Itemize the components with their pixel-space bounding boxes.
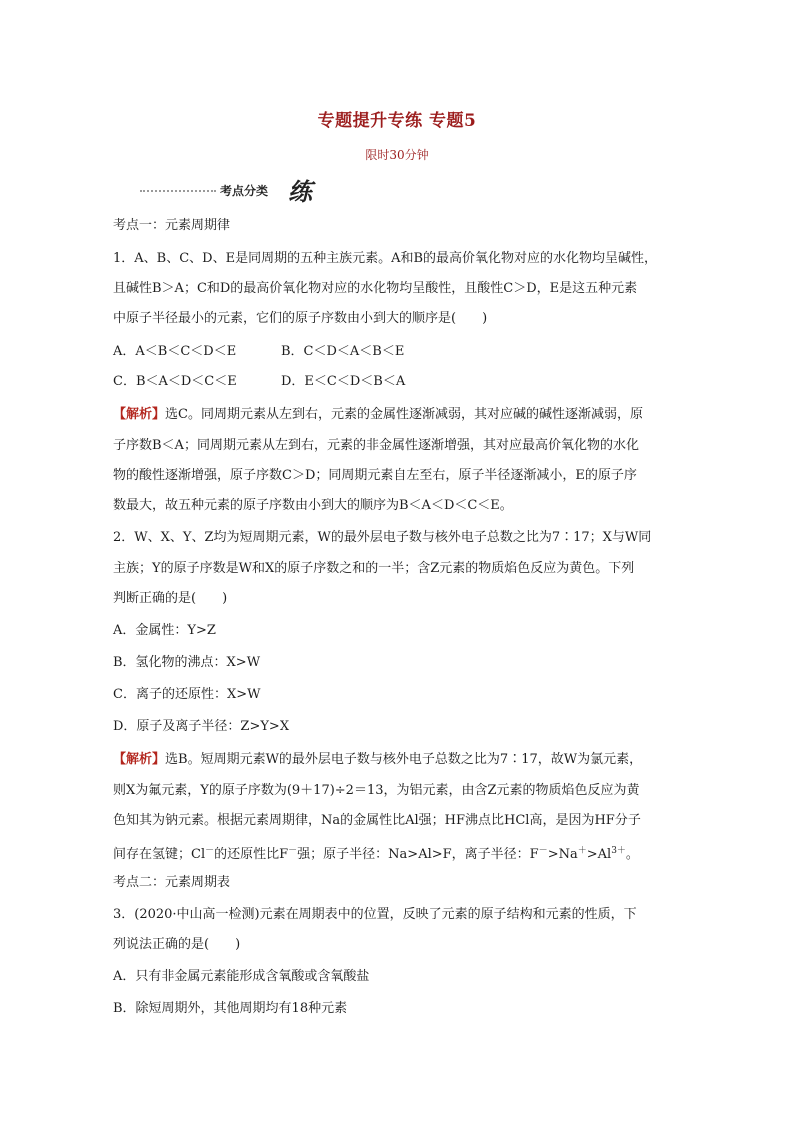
q1-analysis-line-4: 数最大，故五种元素的原子序数由小到大的顺序为B＜A＜D＜C＜E。 [113,498,513,513]
q1-option-c: C．B＜A＜D＜C＜E [113,374,237,389]
q1-analysis-line-3: 物的酸性逐渐增强，原子序数C＞D；同周期元素自左至右，原子半径逐渐减小，E的原子序 [113,468,637,483]
q2-analysis-line-1: 【解析】选B。短周期元素W的最外层电子数与核外电子总数之比为7∶17，故W为氯元素， [113,752,643,767]
q1-option-b: B．C＜D＜A＜B＜E [281,344,405,359]
page-title: 专题提升专练 专题5 [317,111,477,131]
banner-char: 练 [288,177,312,206]
q2-stem-line-2: 主族；Y的原子序数是W和X的原子序数之和的一半；含Z元素的物质焰色反应为黄色。下列 [113,561,635,576]
q2-analysis-line-2: 则X为氟元素，Y的原子序数为(9＋17)÷2＝13，为铝元素，由含Z元素的物质焰色反应为黄 [113,783,640,798]
q1-option-a: A．A＜B＜C＜D＜E [113,344,237,359]
q2-option-c: C．离子的还原性：X>W [113,687,261,702]
q1-options-row-1 [113,343,405,361]
q2-option-b: B．氢化物的沸点：X>W [113,655,261,670]
section-heading-1: 考点一：元素周期律 [113,218,231,233]
q2-stem-line-1: 2．W、X、Y、Z均为短周期元素，W的最外层电子数与核外电子总数之比为7∶17；X与W同 [113,530,652,545]
section-banner [140,176,340,206]
q1-analysis-line-2: 子序数B＜A；同周期元素从左到右，元素的非金属性逐渐增强，其对应最高价氧化物的水化 [113,438,639,453]
time-limit: 限时30分钟 [365,148,429,162]
q1-stem-line-2: 且碱性B＞A；C和D的最高价氧化物对应的水化物均呈酸性，且酸性C＞D，E是这五种元素 [113,281,638,296]
q2-analysis-line-3: 色知其为钠元素。根据元素周期律，Na的金属性比Al强；HF沸点比HCl高，是因为HF分子 [113,813,641,828]
q3-stem-line-1: 3．(2020·中山高一检测)元素在周期表中的位置，反映了元素的原子结构和元素的性质，下 [113,907,637,922]
analysis-tag: 【解析】 [113,407,166,422]
section-heading-2: 考点二：元素周期表 [113,875,231,890]
q1-analysis-line-1: 【解析】选C。同周期元素从左到右，元素的金属性逐渐减弱，其对应碱的碱性逐渐减弱，原 [113,407,643,422]
q1-stem-line-3: 中原子半径最小的元素，它们的原子序数由小到大的顺序是( ) [113,311,488,326]
banner-label: 考点分类 [220,184,269,198]
analysis-tag-2: 【解析】 [113,752,166,767]
q2-stem-line-3: 判断正确的是( ) [113,591,228,606]
banner-dotted-rule [140,190,216,192]
q2-analysis-line-4: 间存在氢键；Cl－的还原性比F－强；原子半径：Na>Al>F，离子半径：$F^->Na^+>Al^{3+}$。 [113,846,639,862]
q3-option-a: A．只有非金属元素能形成含氧酸或含氧酸盐 [113,969,370,984]
q1-options-row-2 [113,373,406,391]
q3-stem-line-2: 列说法正确的是( ) [113,937,241,952]
q2-option-a: A．金属性：Y>Z [113,623,216,638]
q1-stem-line-1: 1．A、B、C、D、E是同周期的五种主族元素。A和B的最高价氧化物对应的水化物均呈碱性， [113,251,658,266]
q1-option-d: D．E＜C＜D＜B＜A [281,374,406,389]
q3-option-b: B．除短周期外，其他周期均有18种元素 [113,1001,348,1016]
q2-option-d: D．原子及离子半径：Z>Y>X [113,719,290,734]
